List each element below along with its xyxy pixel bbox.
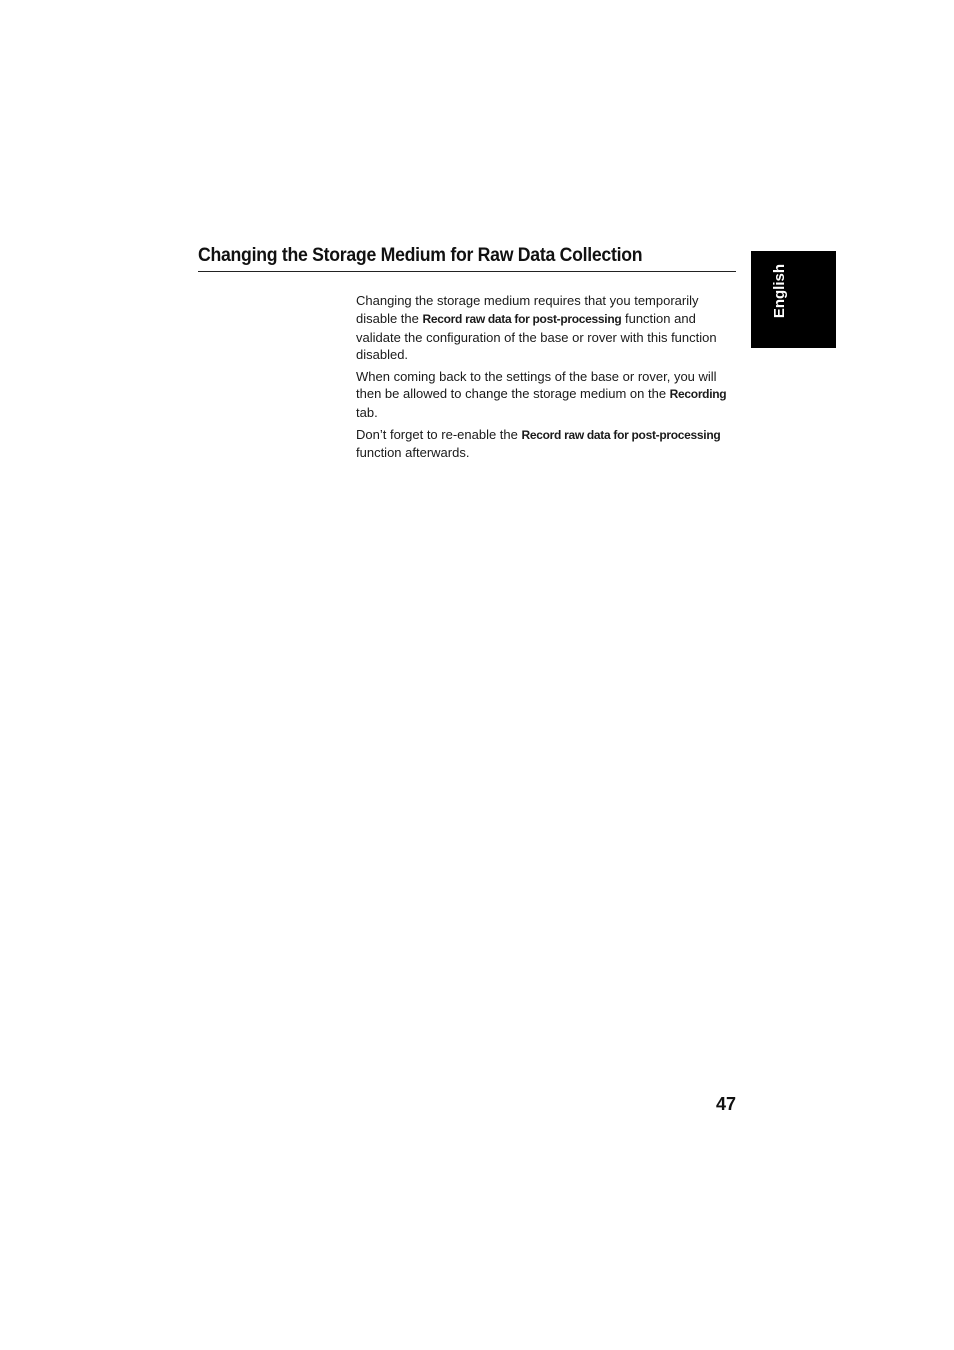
paragraph-3	[356, 426, 741, 463]
language-tab	[751, 251, 836, 348]
section-heading	[198, 243, 736, 272]
paragraph-3-function-name: Record raw data for post-processing	[521, 427, 721, 442]
paragraph-1-text-a: Changing the storage medium requires that you temporarily disable the	[356, 293, 699, 326]
paragraph-1	[356, 292, 741, 364]
language-tab-label: English	[771, 264, 788, 319]
paragraph-1-text-c: function and validate the configuration of the base or rover with this function disabled.	[356, 310, 717, 363]
page-number: 47	[715, 1094, 736, 1114]
paragraph-1-function-name: Record raw data for post-processing	[422, 311, 622, 326]
paragraph-2-tab-name: Recording	[669, 387, 727, 402]
paragraph-3-text-a: Don’t forget to re-enable the	[356, 426, 522, 442]
paragraph-3-text-c: function afterwards.	[356, 445, 470, 461]
paragraph-2-text-a: When coming back to the settings of the base or rover, you will then be allowed to change the storage medium on the	[356, 368, 717, 402]
paragraph-2-text-c: tab.	[356, 405, 378, 421]
body-text	[356, 292, 741, 466]
paragraph-2	[356, 368, 741, 422]
section-title: Changing the Storage Medium for Raw Data Collection	[198, 245, 643, 266]
